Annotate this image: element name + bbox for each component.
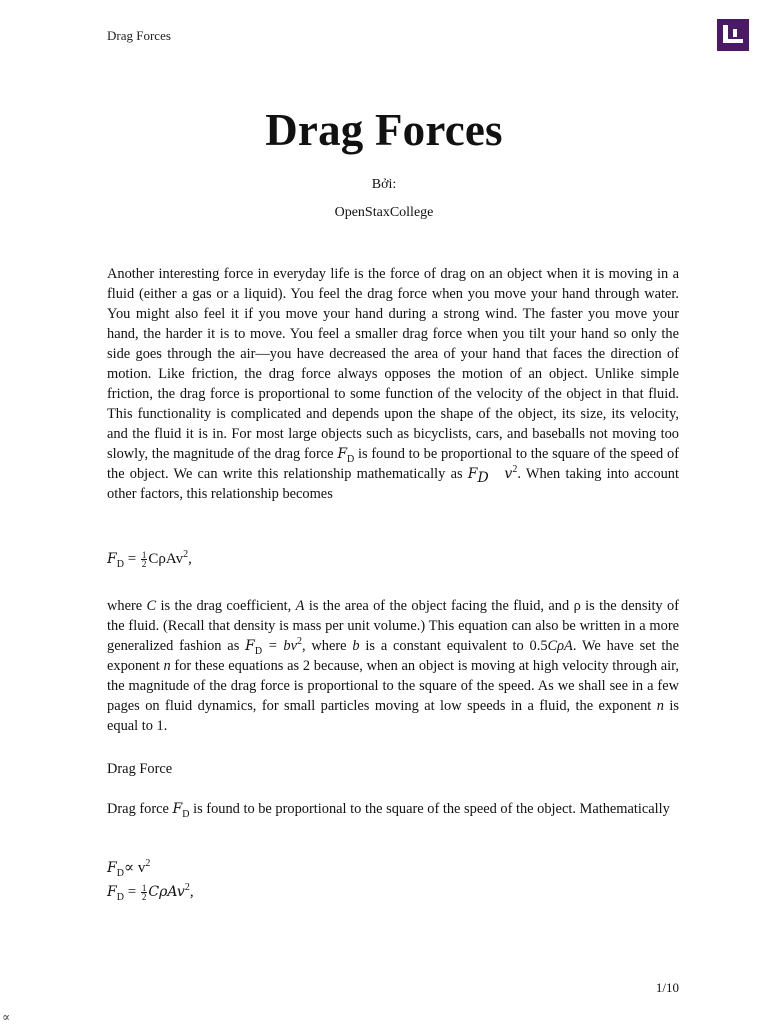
corner-glyph: ∝ [2, 1010, 11, 1024]
explanation-paragraph: where C is the drag coefficient, A is the area of the object facing the fluid, and ρ is the density of the fluid. (Recall that density is mass per unit volume.) This equation can also be written in a more generalized fashion as $F_D = bv^2$, where b is a constant equivalent to 0.5CρA. We have set the exponent n for these equations as 2 because, when an object is moving at high velocity through air, the magnitude of the drag force is proportional to the square of the speed. As we shall see in a few pages on fluid dynamics, for small particles moving at low speeds in a fluid, the exponent n is equal to 1. [107, 598, 679, 734]
intro-paragraph: Another interesting force in everyday life is the force of drag on an object when it is moving in a fluid (either a gas or a liquid). You feel the drag force when you move your hand through water. You might also feel it if you move your hand during a strong wind. The faster you move your hand, the harder it is to move. You feel a smaller drag force when you tilt your hand so only the side goes through the air—you have decreased the area of your hand that faces the direction of motion. Like friction, the drag force always opposes the motion of an object. Unlike simple friction, the drag force is proportional to some function of the velocity of the object in that fluid. This functionality is complicated and depends upon the shape of the object, its size, its velocity, and the fluid it is in. For most large objects such as bicyclists, cars, and baseballs not moving too slowly, the magnitude of the drag force $F_D$ is found to be proportional to the square of the speed of the object. We can write this relationship mathematically as $F_D$ $v^2$. When taking into account other factors, this relationship becomes [107, 266, 679, 502]
proportionality-equation: $F_D\propto v^2$ [107, 858, 151, 879]
summary-paragraph: Drag force $F_D$ is found to be proportional to the square of the speed of the object. Mathematically [107, 801, 670, 820]
drag-equation-repeat: $F_D$ = $\frac{1}{2}$ CρAv$^2$, [107, 882, 194, 903]
byline-label: Bởi: [371, 177, 397, 192]
section-heading: Drag Force [107, 761, 173, 777]
openstax-logo-icon [717, 19, 749, 51]
author-name: OpenStaxCollege [334, 205, 434, 220]
page-title: Drag Forces [265, 105, 503, 155]
page-number: 1/10 [655, 980, 679, 995]
drag-equation: $F_D$ = $\frac{1}{2}$ CρAv$^2$, [107, 549, 192, 570]
running-header: Drag Forces [107, 28, 171, 43]
